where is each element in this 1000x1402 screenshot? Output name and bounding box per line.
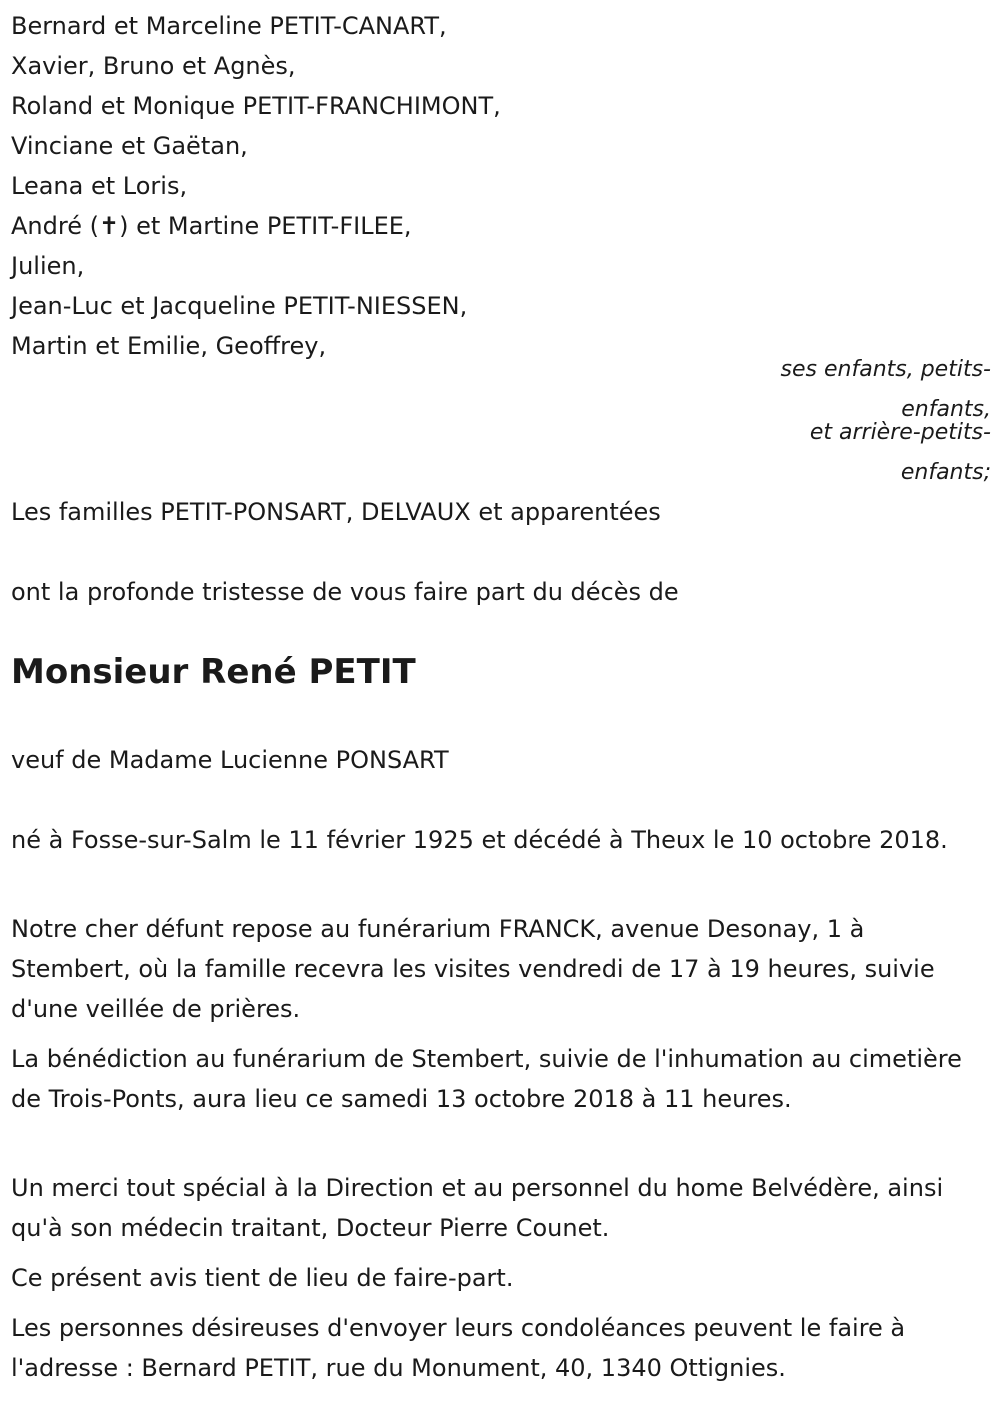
family-role-great-grandchildren: et arrière-petits-enfants;	[809, 420, 991, 485]
family-role-children: ses enfants, petits-enfants,	[780, 357, 991, 422]
family-line: Bernard et Marceline PETIT-CANART,	[11, 12, 447, 40]
family-line: Martin et Emilie, Geoffrey,	[11, 332, 327, 360]
family-line: Leana et Loris,	[11, 172, 188, 200]
funerarium-details: Notre cher défunt repose au funérarium FRANCK, avenue Desonay, 1 à Stembert, où la famille recevra les visites vendredi de 17 à 19 heures, suivie d'une veillée de prières.	[11, 915, 935, 1023]
related-families: Les familles PETIT-PONSART, DELVAUX et apparentées	[11, 498, 661, 526]
family-line: Xavier, Bruno et Agnès,	[11, 52, 296, 80]
announcement-text: ont la profonde tristesse de vous faire part du décès de	[11, 578, 679, 606]
birth-death-details: né à Fosse-sur-Salm le 11 février 1925 et décédé à Theux le 10 octobre 2018.	[11, 826, 948, 854]
thanks-message: Un merci tout spécial à la Direction et au personnel du home Belvédère, ainsi qu'à son médecin traitant, Docteur Pierre Counet.	[11, 1174, 944, 1242]
widow-of: veuf de Madame Lucienne PONSART	[11, 746, 449, 774]
deceased-name: Monsieur René PETIT	[11, 652, 416, 692]
condolences-address: Les personnes désireuses d'envoyer leurs condoléances peuvent le faire à l'adresse : Bernard PETIT, rue du Monument, 40, 1340 Ottignies.	[11, 1314, 906, 1382]
family-line: André (✝) et Martine PETIT-FILEE,	[11, 212, 412, 240]
family-line: Julien,	[11, 252, 85, 280]
family-members-list	[11, 6, 501, 366]
ceremony-details: La bénédiction au funérarium de Stembert, suivie de l'inhumation au cimetière de Trois-Ponts, aura lieu ce samedi 13 octobre 2018 à 11 heures.	[11, 1045, 962, 1113]
family-line: Vinciane et Gaëtan,	[11, 132, 248, 160]
family-line: Jean-Luc et Jacqueline PETIT-NIESSEN,	[11, 292, 468, 320]
family-line: Roland et Monique PETIT-FRANCHIMONT,	[11, 92, 501, 120]
notice-statement: Ce présent avis tient de lieu de faire-part.	[11, 1264, 514, 1292]
